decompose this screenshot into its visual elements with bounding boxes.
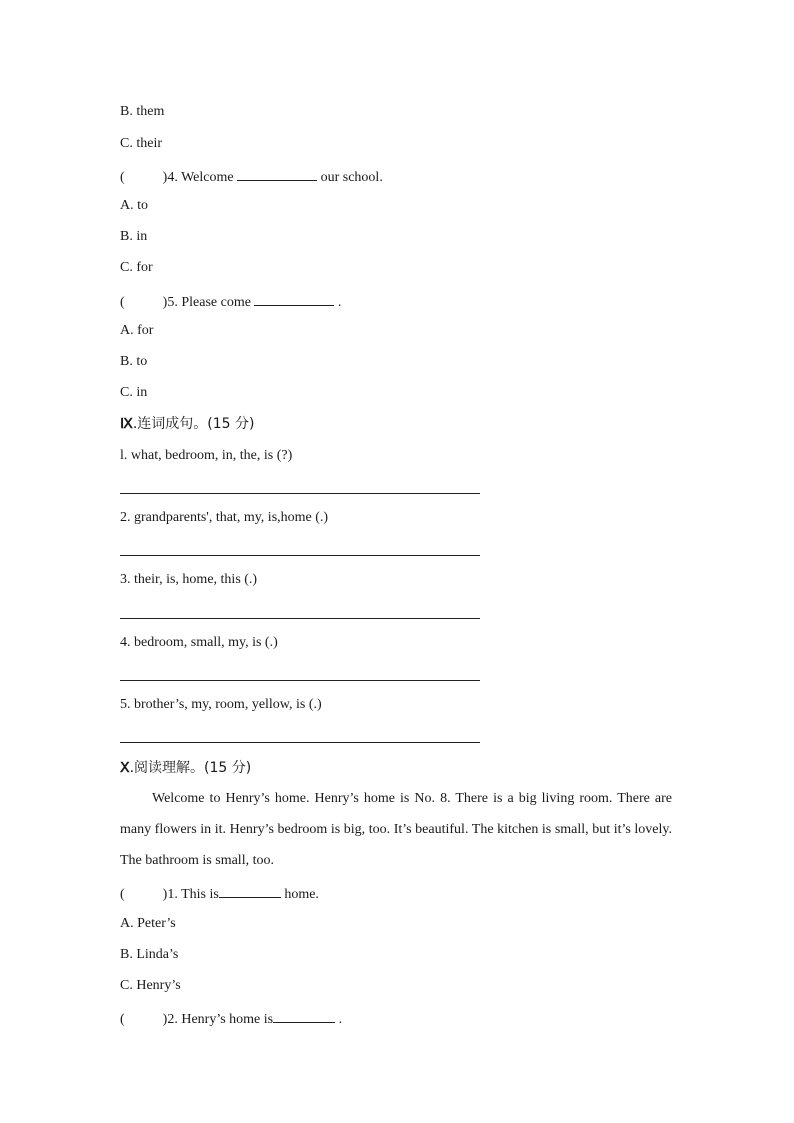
answer-line-5[interactable] [120, 742, 480, 743]
answer-line-3[interactable] [120, 618, 480, 619]
reading-question-1-label: )1. This is [162, 887, 219, 902]
option-5c: C. in [120, 385, 148, 400]
answer-line-4[interactable] [120, 680, 480, 681]
answer-paren: ( [120, 1012, 125, 1027]
sentence-item-5: 5. brother’s, my, room, yellow, is (.) [120, 697, 322, 712]
reading-option-1c: C. Henry’s [120, 978, 181, 993]
question-4-tail: our school. [320, 170, 383, 185]
reading-question-1 [120, 883, 319, 904]
question-5 [120, 291, 341, 312]
answer-paren: ( [120, 295, 125, 310]
passage-text: Welcome to Henry’s home. Henry’s home is No. 8. There is a big living room. There are many flowers in it. Henry’s bedroom is big, too. It’s beautiful. The kitchen is small, but it’s lovely. The bathroom is small, too. [120, 791, 672, 868]
sentence-item-1: l. what, bedroom, in, the, is (?) [120, 448, 293, 463]
sentence-item-4: 4. bedroom, small, my, is (.) [120, 635, 278, 650]
sentence-item-2: 2. grandparents', that, my, is,home (.) [120, 510, 329, 525]
reading-option-1a: A. Peter’s [120, 916, 176, 931]
option-4a: A. to [120, 198, 148, 213]
section-10-heading [120, 759, 251, 778]
section-10-title: .阅读理解。(15 分) [129, 760, 252, 776]
section-9-heading [120, 415, 255, 434]
question-5-label: )5. Please come [162, 295, 251, 310]
question-4-label: )4. Welcome [162, 170, 234, 185]
reading-option-1b: B. Linda’s [120, 947, 179, 962]
answer-line-1[interactable] [120, 493, 480, 494]
option-5b: B. to [120, 354, 148, 369]
question-5-tail: . [337, 295, 342, 310]
section-10-number: Ⅹ [120, 761, 130, 776]
question-4 [120, 166, 383, 187]
reading-question-2-label: )2. Henry’s home is [162, 1012, 274, 1027]
option-4c: C. for [120, 260, 153, 275]
fill-blank[interactable] [254, 291, 334, 306]
section-9-number: Ⅸ [120, 417, 133, 432]
section-9-title: .连词成句。(15 分) [132, 416, 255, 432]
reading-passage [120, 783, 672, 876]
answer-paren: ( [120, 887, 125, 902]
fill-blank[interactable] [219, 883, 281, 898]
fill-blank[interactable] [273, 1008, 335, 1023]
option-3b: B. them [120, 104, 165, 119]
reading-question-2 [120, 1008, 342, 1029]
reading-question-2-tail: . [338, 1012, 343, 1027]
option-5a: A. for [120, 323, 154, 338]
answer-line-2[interactable] [120, 555, 480, 556]
fill-blank[interactable] [237, 166, 317, 181]
option-4b: B. in [120, 229, 148, 244]
sentence-item-3: 3. their, is, home, this (.) [120, 572, 258, 587]
answer-paren: ( [120, 170, 125, 185]
option-3c: C. their [120, 136, 162, 151]
reading-question-1-tail: home. [284, 887, 319, 902]
